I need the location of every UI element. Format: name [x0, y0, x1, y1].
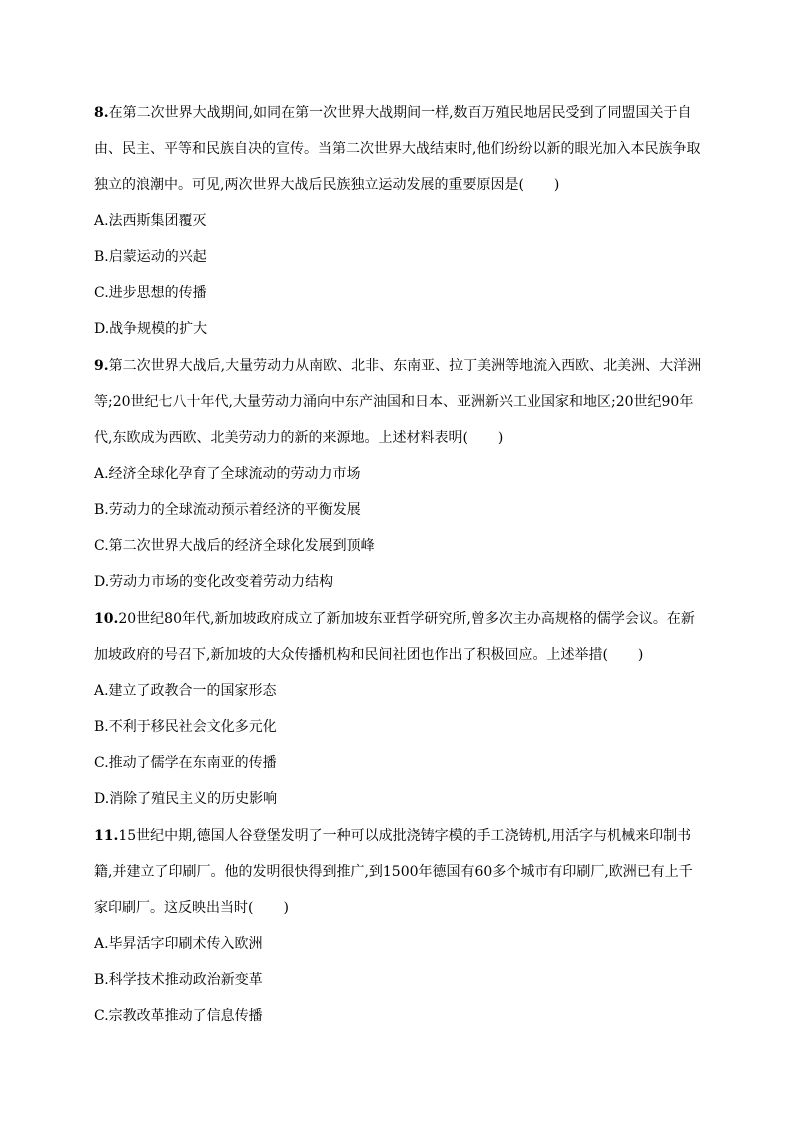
option-c[interactable]: C.推动了儒学在东南亚的传播	[94, 755, 277, 771]
question-paren-close: )	[637, 647, 644, 663]
question-text: 15世纪中期,德国人谷登堡发明了一种可以成批浇铸字模的手工浇铸机,用活字与机械来印制书籍,并建立了印刷厂。他的发明很快得到推广,到1500年德国有60多个城市有印刷厂,欧洲已有上千家印刷厂。这反映出当时(	[94, 828, 693, 916]
question-number: 11.	[94, 828, 119, 844]
question-paren-close: )	[283, 900, 289, 916]
question-stem	[94, 95, 704, 203]
question-9	[94, 348, 704, 600]
option-d[interactable]: D.战争规模的扩大	[94, 321, 208, 337]
question-11	[94, 818, 704, 1034]
option-a[interactable]: A.经济全球化孕育了全球流动的劳动力市场	[94, 466, 361, 482]
option-a[interactable]: A.法西斯集团覆灭	[94, 213, 207, 229]
question-number: 8.	[94, 105, 109, 121]
question-stem	[94, 348, 704, 456]
option-c[interactable]: C.进步思想的传播	[94, 285, 207, 301]
question-text: 20世纪80年代,新加坡政府成立了新加坡东亚哲学研究所,曾多次主办高规格的儒学会议。在新加坡政府的号召下,新加坡的大众传播机构和民间社团也作出了积极回应。上述举措(	[94, 611, 695, 663]
option-c[interactable]: C.第二次世界大战后的经济全球化发展到顶峰	[94, 538, 375, 554]
question-8	[94, 95, 704, 347]
question-10	[94, 601, 704, 817]
option-d[interactable]: D.消除了殖民主义的历史影响	[94, 791, 278, 807]
option-b[interactable]: B.不利于移民社会文化多元化	[94, 719, 277, 735]
question-paren-close: )	[497, 430, 504, 446]
option-d[interactable]: D.劳动力市场的变化改变着劳动力结构	[94, 574, 334, 590]
option-b[interactable]: B.劳动力的全球流动预示着经济的平衡发展	[94, 502, 361, 518]
question-text: 在第二次世界大战期间,如同在第一次世界大战期间一样,数百万殖民地居民受到了同盟国关于自由、民主、平等和民族自决的宣传。当第二次世界大战结束时,他们纷纷以新的眼光加入本民族争取独立的浪潮中。可见,两次世界大战后民族独立运动发展的重要原因是(	[94, 105, 701, 193]
question-stem	[94, 601, 704, 673]
option-b[interactable]: B.启蒙运动的兴起	[94, 249, 207, 265]
question-number: 9.	[94, 358, 109, 374]
question-text: 第二次世界大战后,大量劳动力从南欧、北非、东南亚、拉丁美洲等地流入西欧、北美洲、大洋洲等;20世纪七八十年代,大量劳动力涌向中东产油国和日本、亚洲新兴工业国家和地区;20世纪90年代,东欧成为西欧、北美劳动力的新的来源地。上述材料表明(	[94, 358, 702, 446]
option-a[interactable]: A.毕昇活字印刷术传入欧洲	[94, 936, 263, 952]
question-paren-close: )	[553, 177, 560, 193]
option-a[interactable]: A.建立了政教合一的国家形态	[94, 683, 277, 699]
question-stem	[94, 818, 704, 926]
option-b[interactable]: B.科学技术推动政治新变革	[94, 972, 263, 988]
option-c[interactable]: C.宗教改革推动了信息传播	[94, 1008, 263, 1024]
question-number: 10.	[94, 611, 119, 627]
